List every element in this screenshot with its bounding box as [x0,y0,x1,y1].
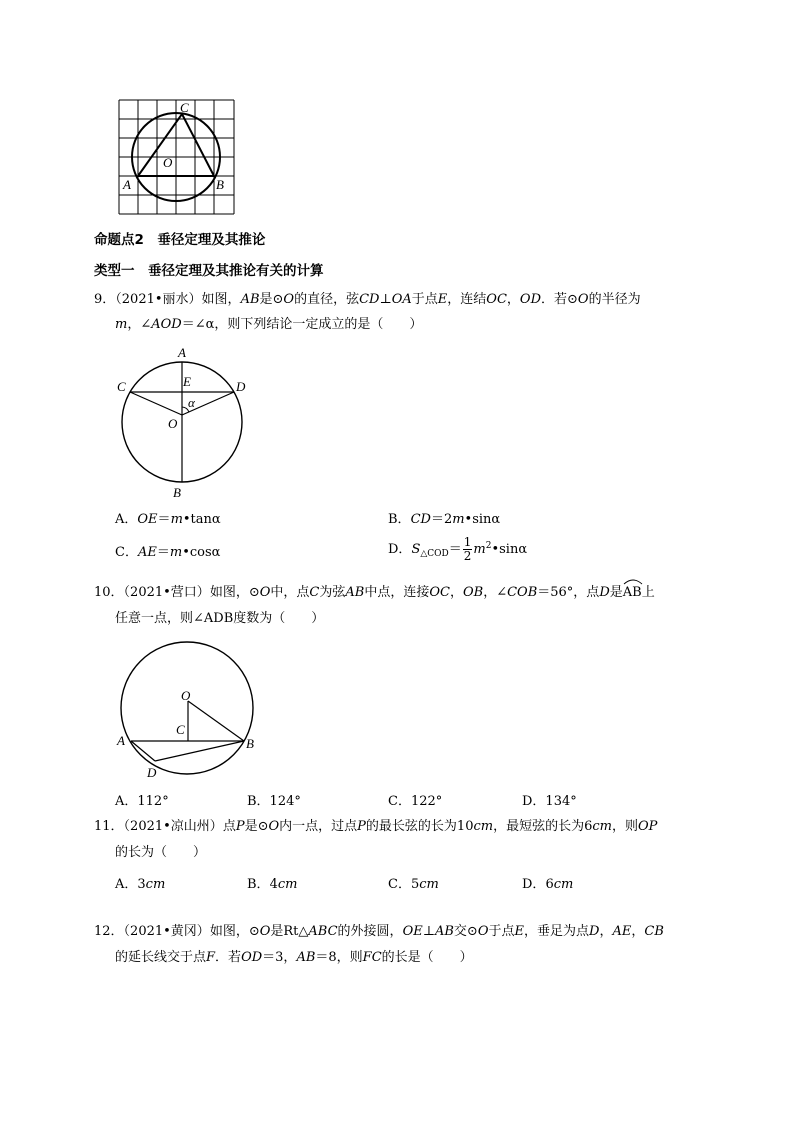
q12-line2 [115,948,473,968]
option-label: C． [115,545,138,560]
label-c: C [176,722,185,737]
q12-text: 如图，⊙ [209,924,260,939]
var: P [357,819,366,834]
q9-line1 [94,290,641,310]
arc-ab [623,583,642,603]
q12-text: ， [599,924,613,939]
var: COB [507,585,538,600]
var: S [411,542,421,557]
option-unit: cm [419,877,439,892]
q12-source: （2021•黄冈） [123,924,210,939]
var: cm [473,819,494,834]
var: OP [637,819,658,834]
var: D [589,924,600,939]
var: AB [345,585,365,600]
q9-text: 于点 [411,292,438,307]
option-unit: cm [553,877,574,892]
q9-line2 [115,315,422,335]
q9-option-a [115,508,221,527]
option-text: ＝ [157,512,171,527]
q9-number: 9． [94,292,116,307]
heading-proposition-point: 命题点2 垂径定理及其推论 [94,232,266,248]
option-label: A． [115,877,138,892]
option-value: 5 [410,877,420,892]
q9-text: ．若⊙ [541,292,578,307]
q12-text: 的外接圆， [337,924,403,939]
q9-source: （2021•丽水） [115,292,202,307]
q11-option-d [522,873,573,892]
option-label: B． [388,512,411,527]
q9-text: 的半径为 [588,292,641,307]
q10-option-b: B．124° [247,794,301,809]
option-label: D． [522,877,546,892]
var: AB [240,292,260,307]
q11-text: ，则 [611,819,638,834]
arc-label: AB [622,585,642,600]
q11-line2: 的长为（ ） [115,845,207,860]
var: O [268,819,280,834]
q11-option-b [247,873,297,892]
q10-text: 上 [641,585,655,600]
q11-option-a [115,873,165,892]
option-text: •tanα [182,512,221,527]
var: CD [359,292,380,307]
var: E [514,924,524,939]
q12-text: ＝3， [262,950,297,965]
option-text: ＝ [156,545,170,560]
var: AB [434,924,454,939]
var: F [206,950,216,965]
option-text: ＝ [448,542,462,557]
q11-number: 11． [94,819,124,834]
q9-option-c [115,541,220,560]
var: ABC [308,924,338,939]
q10-text: 如图，⊙ [209,585,260,600]
q11-line1 [94,817,657,837]
q10-number: 10． [94,585,124,600]
label-d: D [147,765,157,780]
q12-number: 12． [94,924,124,939]
option-label: A． [115,512,138,527]
q11-text: 是⊙ [244,819,269,834]
fraction-numerator: 1 [463,535,472,549]
label-o: O [168,416,178,431]
q9-text: 的直径，弦 [294,292,360,307]
var: AE [612,924,632,939]
label-o: O [163,155,173,170]
var: O [259,585,271,600]
q12-text: ， [631,924,645,939]
q9-text: 如图， [201,292,241,307]
var: m [115,317,128,332]
arc-mark [623,578,643,585]
q12-text: ，垂足为点 [524,924,590,939]
superscript: 2 [485,541,492,551]
var: D [599,585,610,600]
q12-text: ＝8，则 [315,950,363,965]
subscript: △COD [420,549,449,559]
option-text: •sinα [464,512,501,527]
label-c: C [117,379,126,394]
q10-text: ， [449,585,463,600]
var: O [259,924,271,939]
var: CD [410,512,431,527]
q12-text: 是Rt△ [270,924,309,939]
segment-ob [188,701,244,741]
var: m [170,512,183,527]
option-value: 3 [137,877,146,892]
option-text: •sinα [491,542,528,557]
var: OC [486,292,507,307]
q12-text: 于点 [488,924,515,939]
q10-text: ＝56°，点 [537,585,600,600]
label-b: B [173,485,181,500]
q11-source: （2021•凉山州） [123,819,223,834]
var: OD [241,950,263,965]
heading-type: 类型一 垂径定理及其推论有关的计算 [94,263,324,279]
q12-text: 交⊙ [453,924,478,939]
q10-option-d: D．134° [522,794,577,809]
var: O [577,292,589,307]
q11-option-c [388,873,439,892]
label-c: C [180,100,189,115]
grid-circle-figure [110,96,240,218]
option-label: D． [388,542,412,557]
option-unit: cm [145,877,166,892]
label-b: B [216,177,224,192]
q9-text: ＝∠α，则下列结论一定成立的是（ ） [181,317,423,332]
q10-text: 中点，连接 [364,585,430,600]
q9-option-b [388,508,500,527]
label-a: A [117,733,125,748]
segment-oc [130,392,182,415]
var: FC [362,950,382,965]
var: m [452,512,465,527]
q11-text: ，最短弦的长为6 [493,819,593,834]
var: OA [391,292,412,307]
q9-figure [110,340,260,500]
var: m [473,542,486,557]
var: E [437,292,448,307]
option-value: 4 [269,877,278,892]
q10-source: （2021•营口） [123,585,210,600]
q10-text: 是 [609,585,623,600]
q12-text: 的延长线交于点 [115,950,207,965]
q10-text: ，∠ [483,585,508,600]
q10-option-c: C．122° [388,794,443,809]
q12-line1 [94,922,664,942]
q9-option-d [388,536,527,563]
var: cm [592,819,612,834]
var: O [477,924,489,939]
option-text: ＝2 [430,512,453,527]
var: OD [519,292,542,307]
var: OE [137,512,158,527]
label-b: B [246,736,254,751]
label-a: A [123,177,131,192]
var: AE [137,545,157,560]
var: OB [462,585,484,600]
label-o: O [181,688,191,703]
grid-lines [119,100,234,214]
q10-line1 [94,583,655,603]
q9-text: ，∠ [127,317,152,332]
q9-text: ⊥ [379,292,392,307]
fraction-denominator: 2 [463,549,472,563]
option-label: C． [388,877,411,892]
label-alpha: α [188,395,195,410]
q11-text: 的最长弦的长为10 [365,819,474,834]
var: C [309,585,320,600]
var: OE [402,924,423,939]
q9-text: ， [506,292,520,307]
q12-text: ⊥ [422,924,435,939]
fraction [463,536,473,563]
q10-line2: 任意一点，则∠ADB度数为（ ） [115,611,325,626]
option-value: 6 [545,877,554,892]
var: CB [644,924,664,939]
var: OC [429,585,450,600]
q10-text: 为弦 [319,585,346,600]
var: m [169,545,183,560]
var: O [283,292,295,307]
q12-text: 的长是（ ） [381,950,473,965]
q12-text: ．若 [215,950,242,965]
label-d: D [236,379,246,394]
option-label: B． [247,877,270,892]
option-text: •cosα [182,545,221,560]
q10-figure [110,638,270,786]
label-a: A [178,345,186,360]
q10-text: 中，点 [270,585,310,600]
q9-text: ，连结 [447,292,487,307]
q9-text: 是⊙ [259,292,284,307]
q10-option-a: A．112° [115,794,169,809]
q11-text: 内一点，过点 [279,819,358,834]
label-e: E [183,374,191,389]
option-unit: cm [277,877,298,892]
var: P [235,819,245,834]
q11-text: 点 [222,819,236,834]
var: AOD [151,317,182,332]
var: AB [296,950,316,965]
